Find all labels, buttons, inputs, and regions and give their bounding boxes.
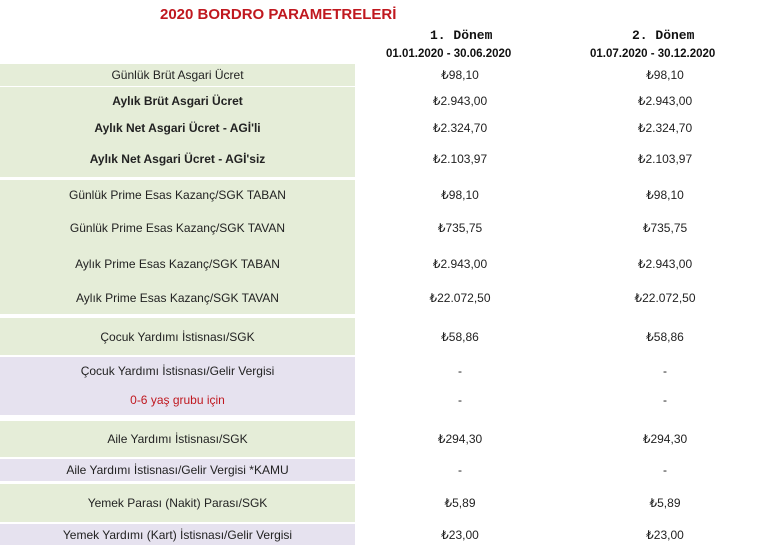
- period-2-value: ₺735,75: [642, 221, 688, 235]
- period-2-value: ₺294,30: [642, 432, 688, 446]
- period-1-value: -: [458, 363, 462, 378]
- table-row: [0, 180, 768, 210]
- table-row: [0, 64, 768, 86]
- period-1-value: ₺58,86: [441, 329, 479, 344]
- table-row: [0, 141, 768, 177]
- parameter-label: Aylık Brüt Asgari Ücret: [0, 87, 355, 114]
- period-1-value: ₺735,75: [437, 221, 483, 235]
- parameter-label: Günlük Prime Esas Kazanç/SGK TAVAN: [0, 210, 355, 246]
- period-1-value: ₺98,10: [441, 188, 479, 202]
- table-row: [0, 524, 768, 545]
- parameter-label: Çocuk Yardımı İstisnası/SGK: [0, 318, 355, 355]
- table-row: [0, 114, 768, 141]
- period-1-value: ₺2.943,00: [432, 93, 488, 108]
- parameter-label: 0-6 yaş grubu için: [0, 384, 355, 415]
- table-row: [0, 357, 768, 384]
- table-row: [0, 384, 768, 415]
- period-1-value: -: [458, 392, 462, 407]
- period-1-value: ₺22.072,50: [429, 291, 491, 305]
- parameter-label: Günlük Brüt Asgari Ücret: [0, 64, 355, 86]
- period-2-value: ₺98,10: [646, 68, 684, 82]
- period-1-value: ₺98,10: [441, 68, 479, 82]
- period-2-value: -: [663, 463, 667, 477]
- table-row: [0, 87, 768, 114]
- table-row: [0, 318, 768, 355]
- period-1-value: ₺23,00: [441, 527, 479, 542]
- period-2-value: ₺2.943,00: [637, 257, 693, 271]
- period-2-value: ₺2.324,70: [637, 120, 693, 135]
- period-2-value: -: [663, 392, 667, 407]
- period-1-value: -: [458, 463, 462, 477]
- table-row: [0, 459, 768, 481]
- page-title: 2020 BORDRO PARAMETRELERİ: [160, 6, 397, 23]
- parameter-label: Aylık Net Asgari Ücret - AGİ'siz: [0, 141, 355, 177]
- period-1-value: ₺5,89: [444, 496, 476, 510]
- parameter-label: Aylık Prime Esas Kazanç/SGK TABAN: [0, 246, 355, 282]
- parameter-label: Aylık Net Asgari Ücret - AGİ'li: [0, 114, 355, 141]
- period-2-value: ₺2.103,97: [637, 152, 693, 166]
- parameter-label: Aile Yardımı İstisnası/Gelir Vergisi *KAMU: [0, 459, 355, 481]
- period-1-header: 1. Dönem: [430, 28, 493, 43]
- period-2-header: 2. Dönem: [632, 28, 695, 43]
- period-2-value: ₺22.072,50: [634, 291, 696, 305]
- period-1-dates: 01.01.2020 - 30.06.2020: [386, 48, 512, 60]
- period-2-value: ₺58,86: [646, 329, 684, 344]
- parameter-label: Çocuk Yardımı İstisnası/Gelir Vergisi: [0, 357, 355, 384]
- parameter-label: Aylık Prime Esas Kazanç/SGK TAVAN: [0, 282, 355, 314]
- table-row: [0, 246, 768, 282]
- table-row: [0, 282, 768, 314]
- parameter-label: Aile Yardımı İstisnası/SGK: [0, 421, 355, 457]
- period-2-value: ₺2.943,00: [637, 93, 693, 108]
- parameter-label: Yemek Yardımı (Kart) İstisnası/Gelir Vergisi: [0, 524, 355, 545]
- period-1-value: ₺294,30: [437, 432, 483, 446]
- period-2-value: -: [663, 363, 667, 378]
- period-2-value: ₺98,10: [646, 188, 684, 202]
- period-2-dates: 01.07.2020 - 30.12.2020: [590, 48, 716, 60]
- parameter-label: Günlük Prime Esas Kazanç/SGK TABAN: [0, 180, 355, 210]
- period-1-value: ₺2.103,97: [432, 152, 488, 166]
- period-2-value: ₺5,89: [649, 496, 681, 510]
- parameter-label: Yemek Parası (Nakit) Parası/SGK: [0, 484, 355, 522]
- table-row: [0, 421, 768, 457]
- period-1-value: ₺2.943,00: [432, 257, 488, 271]
- table-row: [0, 210, 768, 246]
- table-row: [0, 484, 768, 522]
- period-1-value: ₺2.324,70: [432, 120, 488, 135]
- period-2-value: ₺23,00: [646, 527, 684, 542]
